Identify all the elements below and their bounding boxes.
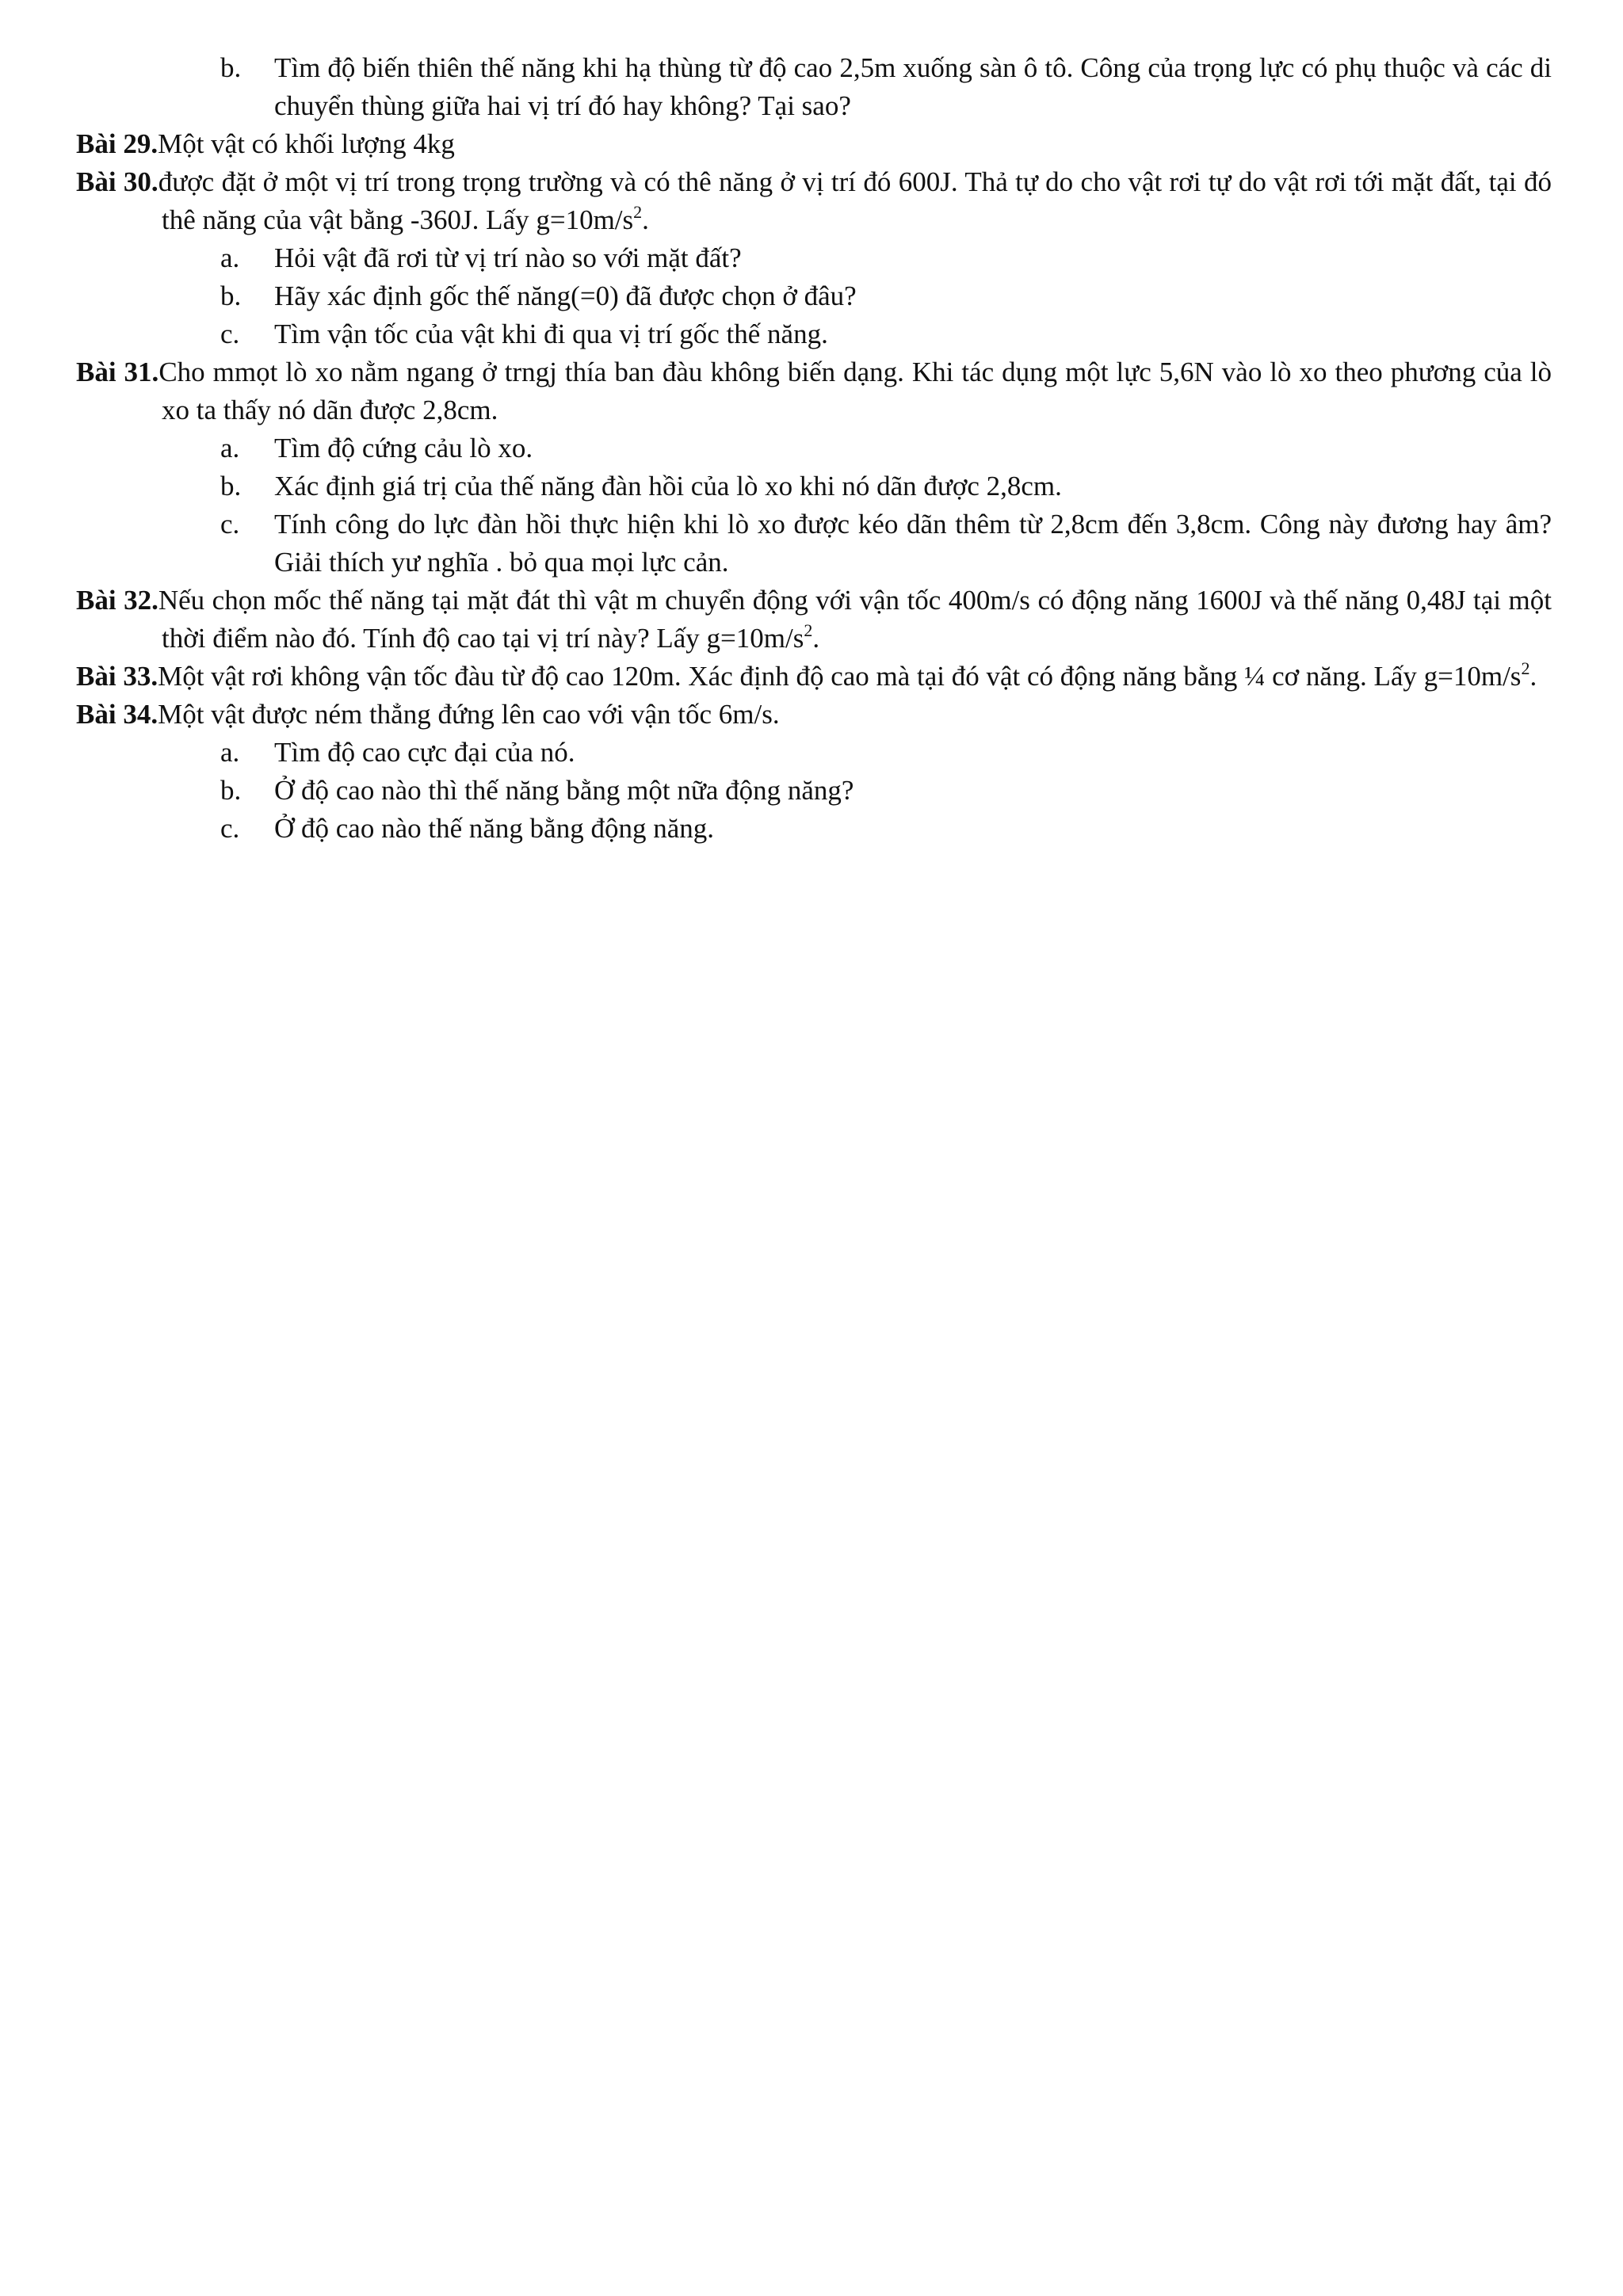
problem-32 — [76, 582, 1552, 658]
item-letter: b. — [220, 52, 242, 83]
item-letter: b. — [220, 471, 242, 502]
item-text: Ở độ cao nào thế năng bằng động năng. — [274, 813, 714, 844]
item-text: Xác định giá trị của thế năng đàn hồi của lò xo khi nó dãn được 2,8cm. — [274, 471, 1062, 502]
item-letter: b. — [220, 280, 242, 311]
problem-29 — [76, 125, 1552, 163]
problem-text-tail: . — [812, 623, 820, 654]
superscript: 2 — [804, 620, 813, 640]
problem-text: Cho mmọt lò xo nằm ngang ở trngj thía ban đàu không biến dạng. Khi tác dụng một lực 5,6N vào lò xo theo phương của lò xo ta thấy nó dãn được 2,8cm. — [158, 357, 1552, 425]
problem-text: Một vật rơi không vận tốc đàu từ độ cao 120m. Xác định độ cao mà tại đó vật có động năng bằng ¼ cơ năng. Lấy g=10m/s — [158, 661, 1522, 692]
item-text: Tìm độ cao cực đại của nó. — [274, 737, 575, 768]
item-letter: a. — [220, 737, 240, 768]
problem-text: được đặt ở một vị trí trong trọng trường và có thê năng ở vị trí đó 600J. Thả tự do cho vật rơi tự do vật rơi tới mặt đất, tại đó thê năng của vật bằng -360J. Lấy g=10m/s — [158, 166, 1552, 235]
superscript: 2 — [633, 202, 643, 222]
item-letter: c. — [220, 509, 240, 540]
item-text: Tìm độ cứng cảu lò xo. — [274, 433, 533, 463]
problem-30-item-c — [76, 315, 1552, 353]
problem-text-tail: . — [642, 204, 649, 235]
superscript: 2 — [1521, 658, 1530, 678]
problem-text: Một vật được ném thẳng đứng lên cao với vận tốc 6m/s. — [158, 699, 780, 730]
item-letter: c. — [220, 318, 240, 349]
problem-31-item-b — [76, 467, 1552, 505]
problem-text: Nếu chọn mốc thế năng tại mặt đát thì vật m chuyển động với vận tốc 400m/s có động năng 1600J và thế năng 0,48J tại một thời điểm nào đó. Tính độ cao tại vị trí này? Lấy g=10m/s — [158, 585, 1552, 654]
item-letter: a. — [220, 433, 240, 463]
problem-34-item-c — [76, 810, 1552, 848]
item-text: Hỏi vật đã rơi từ vị trí nào so với mặt đất? — [274, 242, 742, 273]
item-text: Ở độ cao nào thì thế năng bằng một nữa động năng? — [274, 775, 854, 806]
problem-34 — [76, 696, 1552, 734]
problem-31-item-a — [76, 429, 1552, 467]
item-letter: c. — [220, 813, 240, 844]
problem-label: Bài 34. — [76, 699, 158, 730]
item-letter: a. — [220, 242, 240, 273]
problem-label: Bài 30. — [76, 166, 158, 197]
problem-31-item-c — [76, 505, 1552, 582]
problem-30 — [76, 163, 1552, 239]
problem-label: Bài 29. — [76, 128, 158, 159]
problem-label: Bài 31. — [76, 357, 159, 387]
problem-33 — [76, 658, 1552, 696]
problem-34-item-a — [76, 734, 1552, 772]
item-letter: b. — [220, 775, 242, 806]
problem-30-item-b — [76, 277, 1552, 315]
item-text: Hãy xác định gốc thế năng(=0) đã được chọn ở đâu? — [274, 280, 857, 311]
item-text: Tính công do lực đàn hồi thực hiện khi lò xo được kéo dãn thêm từ 2,8cm đến 3,8cm. Công này đương hay âm? Giải thích yư nghĩa . bỏ qua mọi lực cản. — [274, 509, 1552, 578]
item-text: Tìm độ biến thiên thế năng khi hạ thùng từ độ cao 2,5m xuống sàn ô tô. Công của trọng lực có phụ thuộc và các di chuyển thùng giữa hai vị trí đó hay không? Tại sao? — [274, 52, 1552, 121]
item-text: Tìm vận tốc của vật khi đi qua vị trí gốc thế năng. — [274, 318, 828, 349]
problem-label: Bài 32. — [76, 585, 158, 616]
problem-30-item-a — [76, 239, 1552, 277]
problem-31 — [76, 353, 1552, 429]
problem-label: Bài 33. — [76, 661, 158, 692]
problem-34-item-b — [76, 772, 1552, 810]
problem-text-tail: . — [1529, 661, 1537, 692]
problem-text: Một vật có khối lượng 4kg — [158, 128, 455, 159]
prev-item-b — [76, 49, 1552, 125]
